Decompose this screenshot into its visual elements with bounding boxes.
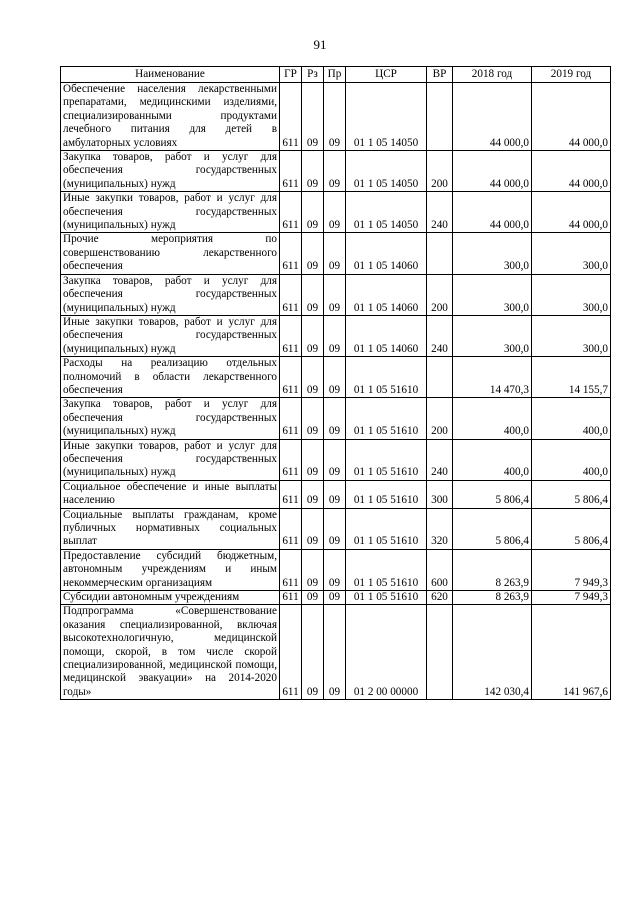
- cell-vr: 620: [427, 591, 453, 605]
- cell-2019: 44 000,0: [532, 83, 611, 151]
- cell-csr: 01 1 05 14050: [346, 151, 427, 192]
- cell-2019: 14 155,7: [532, 357, 611, 398]
- cell-name: Субсидии автономным учреждениям: [61, 591, 280, 605]
- cell-rz: 09: [302, 233, 324, 274]
- cell-2019: 300,0: [532, 315, 611, 356]
- cell-gr: 611: [280, 398, 302, 439]
- cell-gr: 611: [280, 508, 302, 549]
- cell-gr: 611: [280, 439, 302, 480]
- cell-name: Иные закупки товаров, работ и услуг для обеспечения государственных (муниципальных) нужд: [61, 192, 280, 233]
- cell-2018: 5 806,4: [453, 508, 532, 549]
- cell-pr: 09: [324, 605, 346, 700]
- cell-csr: 01 1 05 51610: [346, 508, 427, 549]
- table-row: [61, 274, 611, 315]
- cell-vr: 240: [427, 439, 453, 480]
- table-row: [61, 508, 611, 549]
- cell-csr: 01 1 05 14060: [346, 315, 427, 356]
- cell-2018: 5 806,4: [453, 480, 532, 508]
- cell-csr: 01 1 05 14060: [346, 274, 427, 315]
- cell-2018: 44 000,0: [453, 151, 532, 192]
- cell-gr: 611: [280, 192, 302, 233]
- header-2019: 2019 год: [532, 67, 611, 83]
- cell-2018: 400,0: [453, 439, 532, 480]
- table-header-row: [61, 67, 611, 83]
- cell-rz: 09: [302, 508, 324, 549]
- cell-vr: 200: [427, 151, 453, 192]
- cell-name: Социальное обеспечение и иные выплаты населению: [61, 480, 280, 508]
- cell-name: Социальные выплаты гражданам, кроме публичных нормативных социальных выплат: [61, 508, 280, 549]
- table-row: [61, 549, 611, 590]
- cell-2019: 44 000,0: [532, 151, 611, 192]
- table-row: [61, 605, 611, 700]
- table-row: [61, 480, 611, 508]
- cell-name: Подпрограмма «Совершенствование оказания специализированной, включая высокотехнологичную, медицинской помощи, скорой, в том числе скорой специализированной, медицинской помощи, медицинской эвакуации» на 2014-2020 годы»: [61, 605, 280, 700]
- cell-pr: 09: [324, 508, 346, 549]
- cell-name: Обеспечение населения лекарственными препаратами, медицинскими изделиями, специализированными продуктами лечебного питания для детей в амбулаторных условиях: [61, 83, 280, 151]
- cell-vr: [427, 357, 453, 398]
- cell-csr: 01 1 05 51610: [346, 398, 427, 439]
- header-2018: 2018 год: [453, 67, 532, 83]
- cell-2018: 300,0: [453, 233, 532, 274]
- header-gr: ГР: [280, 67, 302, 83]
- cell-csr: 01 1 05 51610: [346, 439, 427, 480]
- cell-rz: 09: [302, 549, 324, 590]
- cell-2019: 400,0: [532, 439, 611, 480]
- cell-rz: 09: [302, 274, 324, 315]
- cell-pr: 09: [324, 357, 346, 398]
- cell-gr: 611: [280, 151, 302, 192]
- cell-2019: 44 000,0: [532, 192, 611, 233]
- cell-gr: 611: [280, 549, 302, 590]
- table-row: [61, 315, 611, 356]
- table-row: [61, 83, 611, 151]
- cell-2019: 5 806,4: [532, 480, 611, 508]
- cell-csr: 01 2 00 00000: [346, 605, 427, 700]
- cell-2018: 300,0: [453, 315, 532, 356]
- cell-vr: 240: [427, 315, 453, 356]
- cell-pr: 09: [324, 233, 346, 274]
- header-pr: Пр: [324, 67, 346, 83]
- cell-gr: 611: [280, 315, 302, 356]
- cell-rz: 09: [302, 591, 324, 605]
- cell-csr: 01 1 05 14050: [346, 192, 427, 233]
- cell-rz: 09: [302, 480, 324, 508]
- cell-name: Иные закупки товаров, работ и услуг для обеспечения государственных (муниципальных) нужд: [61, 315, 280, 356]
- cell-pr: 09: [324, 274, 346, 315]
- cell-rz: 09: [302, 83, 324, 151]
- cell-2019: 400,0: [532, 398, 611, 439]
- cell-pr: 09: [324, 398, 346, 439]
- cell-rz: 09: [302, 151, 324, 192]
- cell-rz: 09: [302, 398, 324, 439]
- cell-rz: 09: [302, 192, 324, 233]
- cell-pr: 09: [324, 83, 346, 151]
- cell-2018: 44 000,0: [453, 83, 532, 151]
- cell-csr: 01 1 05 51610: [346, 357, 427, 398]
- table-row: [61, 192, 611, 233]
- cell-csr: 01 1 05 14050: [346, 83, 427, 151]
- cell-vr: [427, 233, 453, 274]
- table-row: [61, 439, 611, 480]
- cell-csr: 01 1 05 14060: [346, 233, 427, 274]
- header-csr: ЦСР: [346, 67, 427, 83]
- cell-pr: 09: [324, 591, 346, 605]
- cell-2019: 141 967,6: [532, 605, 611, 700]
- cell-name: Прочие мероприятия по совершенствованию лекарственного обеспечения: [61, 233, 280, 274]
- cell-pr: 09: [324, 480, 346, 508]
- cell-pr: 09: [324, 549, 346, 590]
- cell-2018: 8 263,9: [453, 549, 532, 590]
- cell-vr: 200: [427, 274, 453, 315]
- cell-vr: [427, 83, 453, 151]
- cell-name: Закупка товаров, работ и услуг для обеспечения государственных (муниципальных) нужд: [61, 398, 280, 439]
- cell-2019: 5 806,4: [532, 508, 611, 549]
- cell-gr: 611: [280, 274, 302, 315]
- cell-pr: 09: [324, 439, 346, 480]
- table-row: [61, 591, 611, 605]
- cell-name: Иные закупки товаров, работ и услуг для обеспечения государственных (муниципальных) нужд: [61, 439, 280, 480]
- cell-vr: 200: [427, 398, 453, 439]
- cell-2018: 400,0: [453, 398, 532, 439]
- cell-2018: 142 030,4: [453, 605, 532, 700]
- cell-csr: 01 1 05 51610: [346, 480, 427, 508]
- table-row: [61, 398, 611, 439]
- header-rz: Рз: [302, 67, 324, 83]
- cell-gr: 611: [280, 591, 302, 605]
- cell-rz: 09: [302, 439, 324, 480]
- cell-vr: 240: [427, 192, 453, 233]
- page-number: 91: [313, 37, 327, 52]
- cell-rz: 09: [302, 357, 324, 398]
- table-row: [61, 151, 611, 192]
- cell-pr: 09: [324, 315, 346, 356]
- header-vr: ВР: [427, 67, 453, 83]
- header-name: Наименование: [61, 67, 280, 83]
- cell-gr: 611: [280, 605, 302, 700]
- cell-2019: 300,0: [532, 233, 611, 274]
- cell-name: Расходы на реализацию отдельных полномочий в области лекарственного обеспечения: [61, 357, 280, 398]
- table-row: [61, 357, 611, 398]
- cell-2018: 300,0: [453, 274, 532, 315]
- cell-gr: 611: [280, 83, 302, 151]
- cell-pr: 09: [324, 192, 346, 233]
- cell-gr: 611: [280, 233, 302, 274]
- budget-table: [60, 66, 611, 700]
- cell-vr: 300: [427, 480, 453, 508]
- table-row: [61, 233, 611, 274]
- cell-rz: 09: [302, 605, 324, 700]
- cell-gr: 611: [280, 357, 302, 398]
- cell-csr: 01 1 05 51610: [346, 549, 427, 590]
- cell-gr: 611: [280, 480, 302, 508]
- cell-2019: 7 949,3: [532, 549, 611, 590]
- cell-name: Закупка товаров, работ и услуг для обеспечения государственных (муниципальных) нужд: [61, 151, 280, 192]
- cell-2018: 14 470,3: [453, 357, 532, 398]
- cell-vr: [427, 605, 453, 700]
- cell-csr: 01 1 05 51610: [346, 591, 427, 605]
- cell-rz: 09: [302, 315, 324, 356]
- cell-vr: 320: [427, 508, 453, 549]
- cell-vr: 600: [427, 549, 453, 590]
- cell-2019: 300,0: [532, 274, 611, 315]
- cell-name: Закупка товаров, работ и услуг для обеспечения государственных (муниципальных) нужд: [61, 274, 280, 315]
- cell-pr: 09: [324, 151, 346, 192]
- cell-2018: 44 000,0: [453, 192, 532, 233]
- cell-2018: 8 263,9: [453, 591, 532, 605]
- cell-name: Предоставление субсидий бюджетным, автономным учреждениям и иным некоммерческим организациям: [61, 549, 280, 590]
- cell-2019: 7 949,3: [532, 591, 611, 605]
